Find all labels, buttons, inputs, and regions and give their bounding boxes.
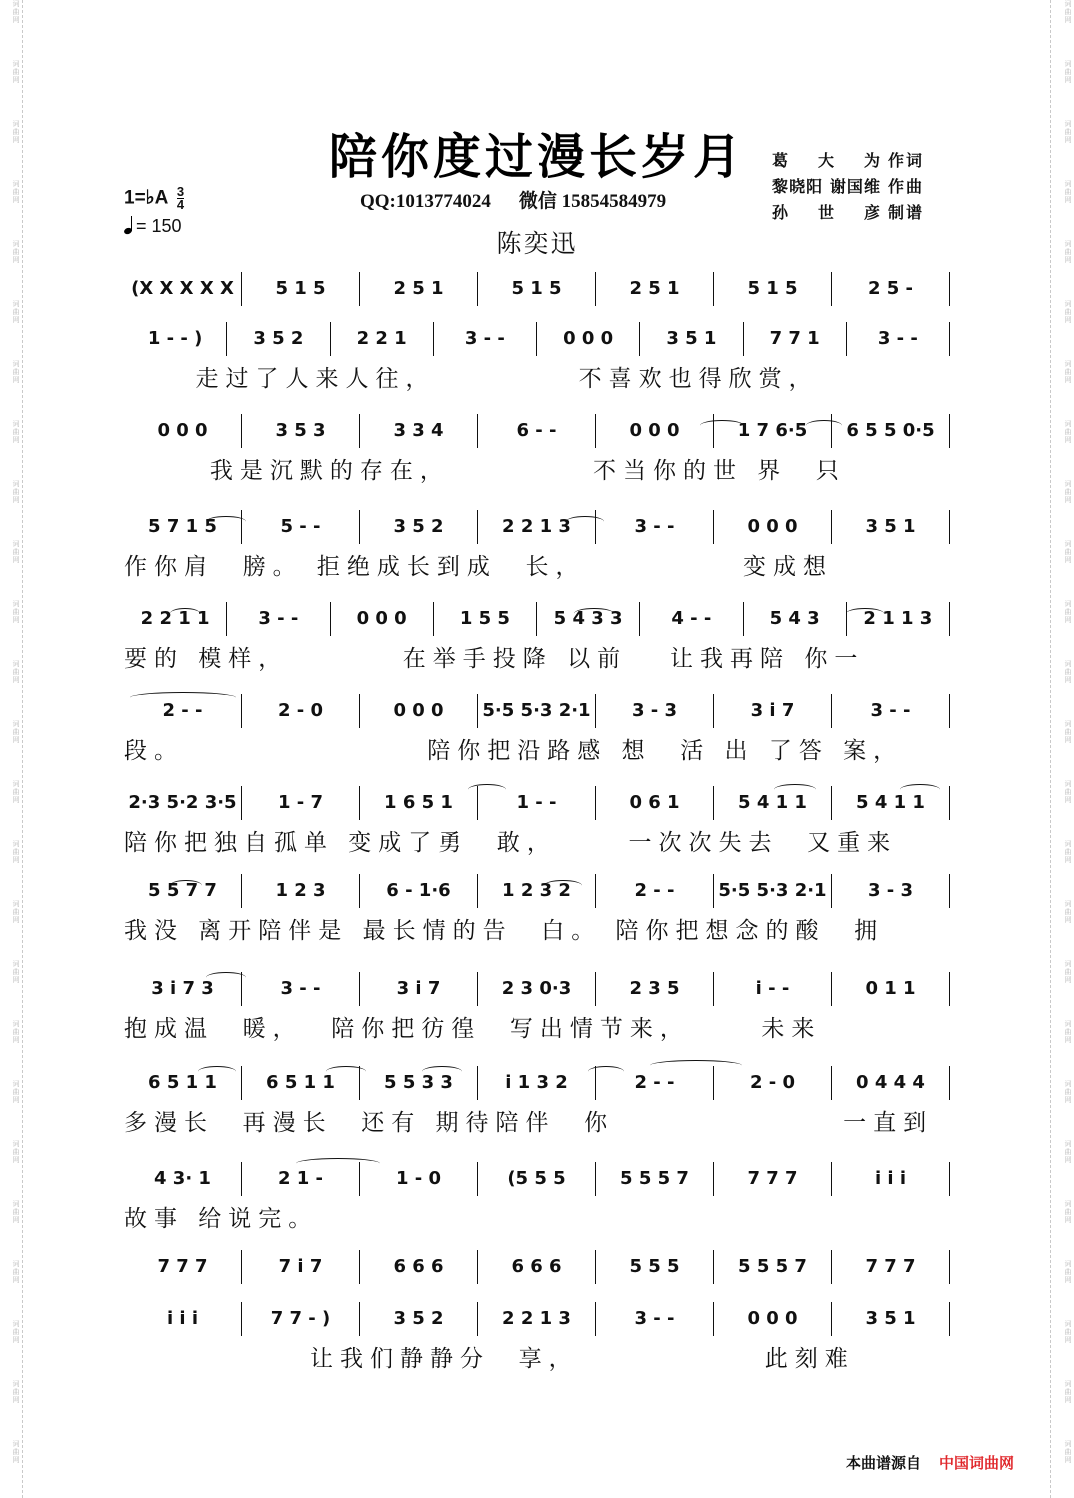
measure: 3 - 3 bbox=[867, 880, 914, 901]
song-title: 陪你度过漫长岁月 bbox=[328, 129, 745, 185]
measure: 1 - - ) bbox=[147, 328, 203, 349]
measure: 2 3 5 bbox=[629, 978, 680, 999]
watermark-text: 词曲网 bbox=[12, 720, 20, 744]
watermark-text: 词曲网 bbox=[1064, 240, 1072, 264]
barline bbox=[949, 510, 950, 544]
time-signature-denominator: 4 bbox=[176, 197, 185, 212]
notation-row bbox=[124, 792, 950, 820]
lyric-line: 作你肩 膀。 拒绝成长到成 长， 变成想 bbox=[124, 554, 833, 580]
measure: 3 - - bbox=[258, 608, 299, 629]
credit-role: 制谱 bbox=[888, 203, 925, 222]
singer-name: 陈奕迅 bbox=[496, 229, 578, 258]
watermark-text: 词曲网 bbox=[1064, 1380, 1072, 1404]
measure: 6 6 6 bbox=[393, 1256, 444, 1277]
measure: 6 - 1·6 bbox=[386, 880, 451, 901]
watermark-text: 词曲网 bbox=[12, 60, 20, 84]
measure: 2 5 - bbox=[867, 278, 914, 299]
watermark-text: 词曲网 bbox=[12, 1020, 20, 1044]
measure: 6 5 1 1 bbox=[148, 1072, 217, 1093]
credit-person: 黎晓阳 谢国维 bbox=[772, 177, 880, 196]
watermark-text: 词曲网 bbox=[12, 600, 20, 624]
notation-row bbox=[124, 328, 950, 356]
measure: 2 2 1 1 bbox=[140, 608, 210, 629]
measure: 2 2 1 3 bbox=[502, 516, 571, 537]
measure: 1 5 5 bbox=[459, 608, 510, 629]
measure: 0 0 0 bbox=[629, 420, 680, 441]
measure: 1 2 3 bbox=[275, 880, 326, 901]
watermark-text: 词曲网 bbox=[1064, 600, 1072, 624]
watermark-text: 词曲网 bbox=[1064, 900, 1072, 924]
lyric-line: 我是沉默的存在， 不当你的世 界 只 bbox=[124, 458, 846, 484]
barline bbox=[949, 786, 950, 820]
measure: 2 - 0 bbox=[749, 1072, 796, 1093]
watermark-text: 词曲网 bbox=[12, 300, 20, 324]
time-signature bbox=[177, 186, 184, 211]
measure: 2 5 1 bbox=[629, 278, 680, 299]
footer-source bbox=[846, 1452, 1014, 1473]
barline bbox=[949, 1066, 950, 1100]
measure: 5 7 1 5 bbox=[148, 516, 217, 537]
measure: 0 0 0 bbox=[747, 1308, 798, 1329]
measure: 1 2 3 2 bbox=[502, 880, 571, 901]
credits-block bbox=[772, 148, 924, 226]
slur-mark bbox=[198, 1066, 236, 1077]
slur-mark bbox=[900, 784, 940, 795]
lyric-line: 段。 陪你把沿路感 想 活 出 了答 案， bbox=[124, 738, 904, 764]
tempo-marking bbox=[124, 216, 182, 237]
measure: 1 6 5 1 bbox=[384, 792, 453, 813]
notation-row bbox=[124, 278, 950, 306]
watermark-text: 词曲网 bbox=[12, 1320, 20, 1344]
watermark-text: 词曲网 bbox=[12, 420, 20, 444]
barline bbox=[949, 874, 950, 908]
watermark-text: 词曲网 bbox=[1064, 1140, 1072, 1164]
watermark-text: 词曲网 bbox=[12, 900, 20, 924]
measure: 6 5 1 1 bbox=[266, 1072, 335, 1093]
watermark-text: 词曲网 bbox=[12, 1260, 20, 1284]
watermark-text: 词曲网 bbox=[1064, 540, 1072, 564]
notation-row bbox=[124, 1072, 950, 1100]
barline bbox=[949, 1250, 950, 1284]
measure: i i i bbox=[874, 1168, 907, 1189]
slur-mark bbox=[296, 1158, 380, 1169]
notation-row bbox=[124, 880, 950, 908]
measure: 3 i 7 bbox=[396, 978, 441, 999]
measure: 2 1 1 3 bbox=[863, 608, 933, 629]
measure: 1 - 0 bbox=[395, 1168, 442, 1189]
measure: 2 5 1 bbox=[393, 278, 444, 299]
measure: 7 7 7 bbox=[865, 1256, 916, 1277]
credit-person: 葛大为 bbox=[772, 151, 880, 170]
lyric-line: 走过了人来人往， 不喜欢也得欣赏， bbox=[124, 366, 819, 392]
measure: 0 0 0 bbox=[393, 700, 444, 721]
watermark-text: 词曲网 bbox=[1064, 60, 1072, 84]
measure: 3 5 2 bbox=[393, 516, 444, 537]
barline bbox=[949, 1302, 950, 1336]
watermark-text: 词曲网 bbox=[1064, 1440, 1072, 1464]
measure: 3 3 4 bbox=[393, 420, 444, 441]
barline bbox=[949, 322, 950, 356]
measure: 5 1 5 bbox=[275, 278, 326, 299]
watermark-text: 词曲网 bbox=[1064, 960, 1072, 984]
measure: 0 4 4 4 bbox=[856, 1072, 925, 1093]
slur-mark bbox=[650, 1060, 742, 1071]
watermark-text: 词曲网 bbox=[12, 1200, 20, 1224]
credit-arranger bbox=[772, 200, 924, 226]
measure: 2 2 1 3 bbox=[502, 1308, 571, 1329]
lyric-line: 多漫长 再漫长 还有 期待陪伴 你 一直到 bbox=[124, 1110, 934, 1136]
notation-row bbox=[124, 978, 950, 1006]
measure: 7 7 7 bbox=[157, 1256, 208, 1277]
lyric-line: 陪你把独自孤单 变成了勇 敢， 一次次失去 又重来 bbox=[124, 830, 898, 856]
measure: 3 5 3 bbox=[275, 420, 326, 441]
measure: 5 1 5 bbox=[511, 278, 562, 299]
watermark-text: 词曲网 bbox=[1064, 780, 1072, 804]
measure: 4 - - bbox=[671, 608, 712, 629]
watermark-text: 词曲网 bbox=[12, 1380, 20, 1404]
measure: 5·5 5·3 2·1 bbox=[718, 880, 827, 901]
watermark-text: 词曲网 bbox=[1064, 120, 1072, 144]
notation-row bbox=[124, 1168, 950, 1196]
measure: 1 - 7 bbox=[277, 792, 324, 813]
measure: 6 6 6 bbox=[511, 1256, 562, 1277]
measure: 6 5 5 0·5 bbox=[846, 420, 935, 441]
measure: 3 - - bbox=[634, 1308, 675, 1329]
key-label: 1=♭A bbox=[124, 187, 168, 209]
watermark-text: 词曲网 bbox=[1064, 840, 1072, 864]
watermark-text: 词曲网 bbox=[1064, 1320, 1072, 1344]
quarter-note-icon bbox=[124, 216, 136, 234]
measure: 3 - 3 bbox=[631, 700, 678, 721]
measure: 3 - - bbox=[634, 516, 675, 537]
barline bbox=[949, 972, 950, 1006]
measure: i 1 3 2 bbox=[505, 1072, 568, 1093]
measure: 3 - - bbox=[280, 978, 321, 999]
watermark-text: 词曲网 bbox=[1064, 180, 1072, 204]
measure: 5 4 1 1 bbox=[738, 792, 807, 813]
watermark-text: 词曲网 bbox=[12, 240, 20, 264]
slur-mark bbox=[846, 608, 884, 619]
tempo-value: = 150 bbox=[136, 216, 182, 236]
measure: 7 i 7 bbox=[278, 1256, 323, 1277]
watermark-text: 词曲网 bbox=[12, 780, 20, 804]
credit-person: 孙世彦 bbox=[772, 203, 880, 222]
lyric-line: 让我们静静分 享， 此刻难 bbox=[124, 1346, 855, 1372]
credit-role: 作词 bbox=[888, 151, 925, 170]
measure: (5 5 5 bbox=[507, 1168, 566, 1189]
slur-mark bbox=[130, 692, 236, 703]
barline bbox=[949, 602, 950, 636]
measure: 2 - - bbox=[162, 700, 203, 721]
watermark-text: 词曲网 bbox=[12, 540, 20, 564]
measure: 1 7 6·5 bbox=[737, 420, 808, 441]
measure: 5 4 3 3 bbox=[553, 608, 623, 629]
contact-info bbox=[360, 186, 694, 213]
watermark-text: 词曲网 bbox=[12, 120, 20, 144]
measure: 7 7 - ) bbox=[270, 1308, 331, 1329]
slur-mark bbox=[544, 880, 582, 891]
notation-row bbox=[124, 1256, 950, 1284]
watermark-text: 词曲网 bbox=[1064, 360, 1072, 384]
watermark-text: 词曲网 bbox=[1064, 480, 1072, 504]
contact-qq: QQ:1013774024 bbox=[360, 191, 491, 212]
watermark-text: 词曲网 bbox=[12, 660, 20, 684]
slur-mark bbox=[170, 880, 202, 891]
notation-row bbox=[124, 700, 950, 728]
measure: 0 6 1 bbox=[629, 792, 680, 813]
measure: 3 i 7 bbox=[750, 700, 795, 721]
contact-wechat: 微信 15854584979 bbox=[518, 191, 667, 212]
measure: 2 - - bbox=[634, 1072, 675, 1093]
measure: 2·3 5·2 3·5 bbox=[128, 792, 237, 813]
watermark-text: 词曲网 bbox=[12, 360, 20, 384]
measure: 7 7 1 bbox=[769, 328, 820, 349]
measure: 5 - - bbox=[280, 516, 321, 537]
lyric-line: 要的 模样， 在举手投降 以前 让我再陪 你一 bbox=[124, 646, 865, 672]
measure: 3 - - bbox=[464, 328, 505, 349]
measure: 3 5 2 bbox=[253, 328, 304, 349]
measure: 3 - - bbox=[877, 328, 918, 349]
barline bbox=[949, 1162, 950, 1196]
measure: 2 2 1 bbox=[356, 328, 407, 349]
measure: 5 5 3 3 bbox=[384, 1072, 453, 1093]
slur-mark bbox=[206, 516, 246, 527]
watermark-text: 词曲网 bbox=[1064, 420, 1072, 444]
slur-mark bbox=[468, 784, 506, 795]
barline bbox=[949, 414, 950, 448]
measure: 0 1 1 bbox=[865, 978, 916, 999]
slur-mark bbox=[170, 608, 200, 619]
measure: i - - bbox=[755, 978, 790, 999]
notation-row bbox=[124, 1308, 950, 1336]
measure: 3 5 2 bbox=[393, 1308, 444, 1329]
measure: 3 5 1 bbox=[666, 328, 717, 349]
watermark-text: 词曲网 bbox=[12, 0, 20, 24]
notation-row bbox=[124, 516, 950, 544]
watermark-text: 词曲网 bbox=[12, 960, 20, 984]
lyric-line: 抱成温 暖， 陪你把彷徨 写出情节来， 未来 bbox=[124, 1016, 822, 1042]
slur-mark bbox=[326, 1066, 366, 1077]
measure: 7 7 7 bbox=[747, 1168, 798, 1189]
barline bbox=[949, 694, 950, 728]
slur-mark bbox=[774, 784, 816, 795]
measure: 5 5 5 7 bbox=[738, 1256, 807, 1277]
slur-mark bbox=[566, 516, 604, 527]
footer-source-label: 本曲谱源自 bbox=[846, 1454, 922, 1472]
watermark-text: 词曲网 bbox=[1064, 1080, 1072, 1104]
measure: 5 1 5 bbox=[747, 278, 798, 299]
measure: 3 5 1 bbox=[865, 1308, 916, 1329]
watermark-text: 词曲网 bbox=[12, 480, 20, 504]
watermark-text: 词曲网 bbox=[12, 180, 20, 204]
watermark-text: 词曲网 bbox=[12, 840, 20, 864]
watermark-text: 词曲网 bbox=[1064, 300, 1072, 324]
lyric-line: 我没 离开陪伴是 最长情的告 白。 陪你把想念的酸 拥 bbox=[124, 918, 885, 944]
slur-mark bbox=[700, 420, 744, 431]
measure: 5·5 5·3 2·1 bbox=[482, 700, 591, 721]
measure: 2 - - bbox=[634, 880, 675, 901]
footer-site-link[interactable]: 中国词曲网 bbox=[939, 1454, 1015, 1472]
measure: 1 - - bbox=[516, 792, 557, 813]
measure: 4 3· 1 bbox=[154, 1168, 211, 1189]
watermark-text: 词曲网 bbox=[12, 1440, 20, 1464]
measure: 2 - 0 bbox=[277, 700, 324, 721]
slur-mark bbox=[422, 1066, 462, 1077]
credit-composer bbox=[772, 174, 924, 200]
lyric-line: 故事 给说完。 bbox=[124, 1206, 319, 1232]
notation-row bbox=[124, 608, 950, 636]
watermark-text: 词曲网 bbox=[1064, 720, 1072, 744]
measure: 2 1 - bbox=[277, 1168, 324, 1189]
measure: 0 0 0 bbox=[157, 420, 208, 441]
measure: 3 i 7 3 bbox=[151, 978, 214, 999]
watermark-text: 词曲网 bbox=[1064, 1020, 1072, 1044]
key-signature bbox=[124, 186, 184, 211]
slur-mark bbox=[588, 1066, 624, 1077]
barline bbox=[949, 272, 950, 306]
slur-mark bbox=[206, 972, 246, 983]
measure: i i i bbox=[166, 1308, 199, 1329]
credit-lyricist bbox=[772, 148, 924, 174]
measure: 5 4 1 1 bbox=[856, 792, 925, 813]
measure: 3 - - bbox=[870, 700, 911, 721]
watermark-text: 词曲网 bbox=[1064, 660, 1072, 684]
measure: 5 5 7 7 bbox=[148, 880, 217, 901]
measure: 0 0 0 bbox=[747, 516, 798, 537]
measure: 5 4 3 bbox=[769, 608, 820, 629]
measure: 5 5 5 7 bbox=[620, 1168, 689, 1189]
watermark-text: 词曲网 bbox=[1064, 1200, 1072, 1224]
measure: 3 5 1 bbox=[865, 516, 916, 537]
credit-role: 作曲 bbox=[888, 177, 925, 196]
watermark-text: 词曲网 bbox=[1064, 1260, 1072, 1284]
slur-mark bbox=[806, 420, 842, 431]
time-signature-numerator: 3 bbox=[176, 184, 185, 199]
watermark-text: 词曲网 bbox=[1064, 0, 1072, 24]
slur-mark bbox=[574, 608, 614, 619]
measure: (X X X X X bbox=[131, 278, 234, 299]
measure: 5 5 5 bbox=[629, 1256, 680, 1277]
watermark-text: 词曲网 bbox=[12, 1140, 20, 1164]
measure: 6 - - bbox=[516, 420, 557, 441]
watermark-text: 词曲网 bbox=[12, 1080, 20, 1104]
measure: 0 0 0 bbox=[563, 328, 614, 349]
measure: 2 3 0·3 bbox=[501, 978, 572, 999]
measure: 0 0 0 bbox=[356, 608, 407, 629]
